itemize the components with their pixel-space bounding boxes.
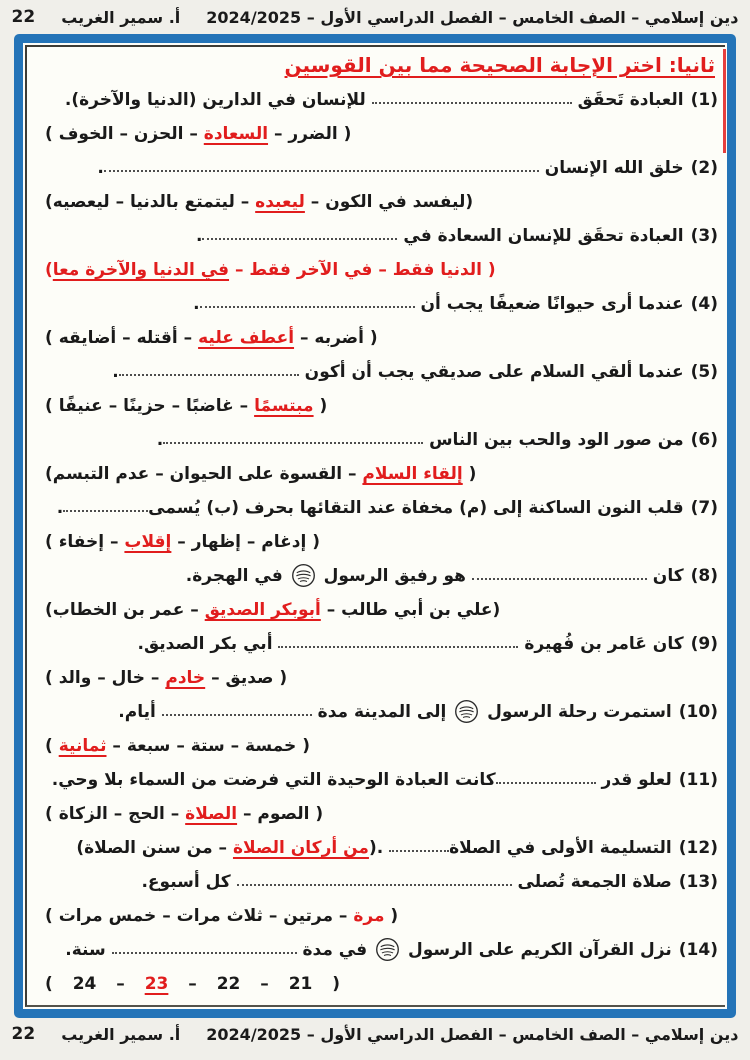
blank-dotted-line [112, 947, 297, 954]
text-segment: ( [313, 396, 328, 416]
text-segment: ) [45, 736, 59, 756]
text-segment: كان [646, 566, 684, 586]
text-segment: – ليتمتع بالدنيا – ليعصيه) [45, 192, 256, 212]
question-line [31, 627, 719, 661]
text-segment: . [193, 294, 200, 314]
text-segment: ( الصوم – [237, 804, 324, 824]
correct-answer: 23 [144, 974, 169, 994]
footer-page-number: 22 [11, 1024, 36, 1044]
question-item [31, 491, 719, 559]
text-segment: عندما أرى حيوانًا ضعيفًا يجب أن [414, 294, 684, 314]
question-item [31, 933, 719, 1001]
question-number: (6) [690, 430, 718, 450]
blank-dotted-line [119, 369, 299, 376]
question-line [31, 695, 719, 729]
correct-answer: أبوبكر الصديق [204, 600, 321, 620]
options-line [31, 457, 719, 491]
text-segment: – عمر بن الخطاب) [45, 600, 205, 620]
text-segment: هو رفيق الرسول [317, 566, 472, 586]
options-line [31, 253, 719, 287]
prophet-salutation-seal-icon [291, 563, 316, 588]
blank-dotted-line [237, 879, 512, 886]
blank-dotted-line [372, 97, 572, 104]
question-line [31, 933, 719, 967]
text-segment: .( [368, 838, 390, 858]
red-text-segment: مرة [353, 906, 385, 926]
options-line [31, 661, 719, 695]
text-segment: استمرت رحلة الرسول [481, 702, 672, 722]
text-segment: أيام. [118, 702, 162, 722]
correct-answer: إلقاء السلام [362, 464, 463, 484]
blank-dotted-line [162, 709, 312, 716]
text-segment: – غاضبًا – حزينًا – عنيفًا ) [45, 396, 255, 416]
correct-answer: ليعبده [255, 192, 305, 212]
question-number: (3) [690, 226, 718, 246]
questions-list [31, 83, 719, 1001]
text-segment: ( إدغام – إظهار – [171, 532, 320, 552]
text-segment: . [112, 362, 119, 382]
text-segment: ( 24 – [45, 974, 145, 994]
text-segment: ( أضربه – [294, 328, 378, 348]
text-segment: صلاة الجمعة تُصلى [511, 872, 672, 892]
text-segment: (علي بن أبي طالب – [320, 600, 501, 620]
correct-answer: إقلاب [124, 532, 172, 552]
question-line [31, 491, 719, 525]
options-line [31, 899, 719, 933]
question-number: (2) [690, 158, 718, 178]
footer-teacher-name: أ. سمير الغريب [61, 1024, 181, 1044]
text-segment: . [156, 430, 164, 450]
question-line [31, 763, 719, 797]
text-segment: أبي بكر الصديق. [137, 634, 279, 654]
question-number: (7) [690, 498, 718, 518]
question-number: (4) [690, 294, 718, 314]
question-line [31, 559, 719, 593]
question-number: (12) [678, 838, 718, 858]
text-segment: قلب النون الساكنة إلى (م) مخفاة عند التقائها بحرف (ب) يُسمى [148, 498, 684, 518]
correct-answer: السعادة [203, 124, 269, 144]
text-segment: – مرتين – ثلاث مرات – خمس مرات ) [45, 906, 354, 926]
text-segment: ( صديق – [205, 668, 288, 688]
options-line [31, 967, 719, 1001]
text-segment: – خال – والد ) [45, 668, 166, 688]
correct-answer: مبتسمًا [254, 396, 314, 416]
text-segment: العبادة تَحقَق [571, 90, 684, 110]
text-segment: – من سنن الصلاة) [76, 838, 233, 858]
correct-answer: خادم [165, 668, 206, 688]
question-item [31, 831, 719, 865]
section-title: ثانيا: اختر الإجابة الصحيحة مما بين القوسين [284, 53, 715, 77]
text-segment: من صور الود والحب بين الناس [423, 430, 684, 450]
text-segment: – القسوة على الحيوان – عدم التبسم) [45, 464, 363, 484]
text-segment: التسليمة الأولى في الصلاة [449, 838, 672, 858]
text-segment: لعلو قدر [595, 770, 672, 790]
blank-dotted-line [278, 641, 518, 648]
options-line [31, 729, 719, 763]
text-segment: خلق الله الإنسان [538, 158, 684, 178]
question-number: (13) [678, 872, 718, 892]
options-line [31, 593, 719, 627]
question-item [31, 695, 719, 763]
correct-answer: الصلاة [185, 804, 238, 824]
question-line [31, 865, 719, 899]
text-segment: كانت العبادة الوحيدة التي فرضت من السماء بلا وحي. [51, 770, 496, 790]
question-line [31, 287, 719, 321]
correct-answer: ثمانية [58, 736, 107, 756]
question-item [31, 627, 719, 695]
red-margin-line [723, 49, 726, 153]
question-number: (1) [690, 90, 718, 110]
text-segment: . [196, 226, 203, 246]
question-line [31, 423, 719, 457]
options-line [31, 117, 719, 151]
text-segment: للإنسان في الدارين (الدنيا والآخرة). [64, 90, 372, 110]
question-item [31, 423, 719, 491]
options-line [31, 389, 719, 423]
question-item [31, 559, 719, 627]
question-item [31, 355, 719, 423]
question-item [31, 219, 719, 287]
text-segment: . [56, 498, 64, 518]
text-segment: ( خمسة – ستة – سبعة – [106, 736, 310, 756]
blank-dotted-line [202, 233, 397, 240]
question-line [31, 83, 719, 117]
page-footer [0, 1018, 750, 1050]
text-segment: – الحج – الزكاة ) [45, 804, 186, 824]
text-segment: . [97, 158, 104, 178]
text-segment: ( [462, 464, 477, 484]
blank-dotted-line [472, 573, 647, 580]
text-segment: عندما ألقي السلام على صديقي يجب أن أكون [298, 362, 684, 382]
prophet-salutation-seal-icon [375, 937, 400, 962]
text-segment: ( الضرر – [268, 124, 352, 144]
text-segment: – 22 – 21 ) [168, 974, 341, 994]
text-segment: نزل القرآن الكريم على الرسول [402, 940, 672, 960]
question-number: (5) [690, 362, 718, 382]
text-segment: في مدة [296, 940, 374, 960]
footer-course-info: دين إسلامي – الصف الخامس – الفصل الدراسي الأول – 2024/2025 [206, 1024, 739, 1044]
text-segment: – إخفاء ) [45, 532, 125, 552]
blank-dotted-line [63, 505, 148, 512]
blank-dotted-line [389, 845, 449, 852]
prophet-salutation-seal-icon [454, 699, 479, 724]
options-line [31, 321, 719, 355]
text-segment: – أقتله – أضايقه ) [45, 328, 199, 348]
text-segment: في الهجرة. [185, 566, 289, 586]
page-header [0, 0, 750, 34]
worksheet-frame [14, 34, 736, 1018]
options-line [31, 797, 719, 831]
question-number: (14) [678, 940, 718, 960]
text-segment: كل أسبوع. [141, 872, 237, 892]
question-item [31, 287, 719, 355]
blank-dotted-line [496, 777, 596, 784]
red-text-segment: ) [45, 260, 53, 280]
red-text-segment: ( الدنيا فقط – في الآخر فقط – [229, 260, 496, 280]
header-page-number: 22 [11, 7, 36, 27]
text-segment: ( [384, 906, 399, 926]
blank-dotted-line [163, 437, 423, 444]
question-line [31, 151, 719, 185]
question-line [31, 219, 719, 253]
question-number: (8) [690, 566, 718, 586]
header-course-info: دين إسلامي – الصف الخامس – الفصل الدراسي الأول – 2024/2025 [206, 7, 739, 27]
question-item [31, 865, 719, 933]
question-item [31, 151, 719, 219]
header-teacher-name: أ. سمير الغريب [61, 7, 181, 27]
blank-dotted-line [200, 301, 415, 308]
text-segment: – الحزن – الخوف ) [45, 124, 204, 144]
question-number: (11) [678, 770, 718, 790]
question-item [31, 763, 719, 831]
options-line [31, 185, 719, 219]
text-segment: كان عَامر بن فُهيرة [518, 634, 684, 654]
options-line [31, 525, 719, 559]
text-segment: العبادة تحقَق للإنسان السعادة في [397, 226, 684, 246]
question-line [31, 355, 719, 389]
correct-answer: في الدنيا والآخرة معا [52, 260, 230, 280]
question-number: (10) [678, 702, 718, 722]
text-segment: إلى المدينة مدة [311, 702, 453, 722]
blank-dotted-line [104, 165, 539, 172]
question-number: (9) [690, 634, 718, 654]
text-segment: سنة. [65, 940, 112, 960]
question-item [31, 83, 719, 151]
text-segment: (ليفسد في الكون – [304, 192, 474, 212]
correct-answer: من أركان الصلاة [232, 838, 369, 858]
correct-answer: أعطف عليه [198, 328, 295, 348]
question-line [31, 831, 719, 865]
